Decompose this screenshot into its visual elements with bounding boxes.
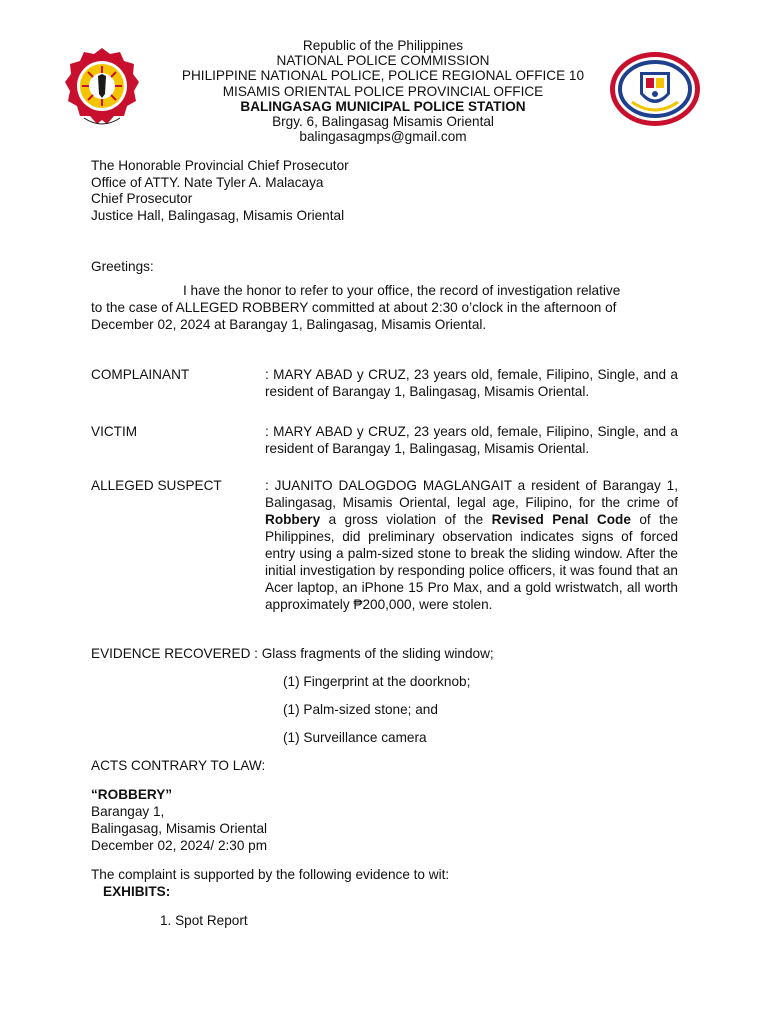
victim-label: VICTIM [91, 424, 138, 439]
acts-heading: ACTS CONTRARY TO LAW: [91, 758, 266, 773]
header-line-email: balingasagmps@gmail.com [299, 129, 467, 145]
suspect-text-2: a gross violation of the [320, 512, 492, 527]
revised-penal-code: Revised Penal Code [491, 512, 631, 527]
complainant-value: : MARY ABAD y CRUZ, 23 years old, female, Filipino, Single, and a resident of Barangay 1, Balingasag, Misamis Oriental. [265, 367, 678, 399]
exhibit-item-1: 1. Spot Report [160, 913, 248, 928]
complainant-label: COMPLAINANT [91, 367, 190, 382]
addressee-line-4: Justice Hall, Balingasag, Misamis Oriental [91, 207, 345, 223]
victim-value: : MARY ABAD y CRUZ, 23 years old, female, Filipino, Single, and a resident of Barangay 1, Balingasag, Misamis Oriental. [265, 424, 678, 456]
intro-line-2: to the case of ALLEGED ROBBERY committed at about 2:30 o’clock in the afternoon of [91, 300, 617, 315]
evidence-label: EVIDENCE RECOVERED : Glass fragments of the sliding window; [91, 646, 494, 661]
support-statement: The complaint is supported by the following evidence to wit: [91, 867, 450, 882]
exhibits-heading: EXHIBITS: [103, 884, 171, 899]
intro-line-3: December 02, 2024 at Barangay 1, Balingasag, Misamis Oriental. [91, 317, 487, 332]
balingasag-seal-icon [608, 50, 702, 128]
greeting: Greetings: [91, 259, 154, 274]
evidence-item-3: (1) Surveillance camera [283, 730, 427, 745]
suspect-text-1: : JUANITO DALOGDOG MAGLANGAIT a resident of Barangay 1, Balingasag, Misamis Oriental, legal age, Filipino, for the crime of [265, 478, 678, 510]
offense-title: “ROBBERY” [91, 787, 173, 802]
addressee-block [91, 158, 681, 224]
header-line-station: BALINGASAG MUNICIPAL POLICE STATION [240, 98, 526, 114]
intro-line-1: I have the honor to refer to your office, the record of investigation relative [183, 283, 621, 298]
header-line-pro10: PHILIPPINE NATIONAL POLICE, POLICE REGIONAL OFFICE 10 [181, 68, 585, 84]
pnp-seal-icon [64, 46, 140, 130]
header-line-napolcom: NATIONAL POLICE COMMISSION [276, 53, 490, 69]
letterhead [150, 38, 616, 144]
addressee-line-1: The Honorable Provincial Chief Prosecutor [91, 158, 349, 173]
evidence-item-2: (1) Palm-sized stone; and [283, 702, 438, 717]
header-line-republic: Republic of the Philippines [302, 38, 464, 53]
addressee-line-3: Chief Prosecutor [91, 191, 193, 207]
addressee-line-2: Office of ATTY. Nate Tyler A. Malacaya [91, 174, 324, 190]
header-line-address: Brgy. 6, Balingasag Misamis Oriental [272, 114, 494, 130]
offense-datetime: December 02, 2024/ 2:30 pm [91, 838, 268, 853]
evidence-item-1: (1) Fingerprint at the doorknob; [283, 674, 471, 689]
suspect-label: ALLEGED SUSPECT [91, 478, 222, 493]
offense-place-2: Balingasag, Misamis Oriental [91, 821, 268, 836]
offense-place-1: Barangay 1, [91, 804, 165, 819]
header-line-provincial: MISAMIS ORIENTAL POLICE PROVINCIAL OFFICE [222, 83, 544, 99]
suspect-text-3: of the Philippines, did preliminary observation indicates signs of forced entry using a palm-sized stone to break the sliding window. After the initial investigation by responding police officers, it was found that an Acer laptop, an iPhone 15 Pro Max, and a gold wristwatch, all worth approximately ₱200,000, were stolen. [265, 512, 679, 612]
crime-robbery: Robbery [265, 512, 321, 527]
suspect-value [265, 477, 678, 613]
